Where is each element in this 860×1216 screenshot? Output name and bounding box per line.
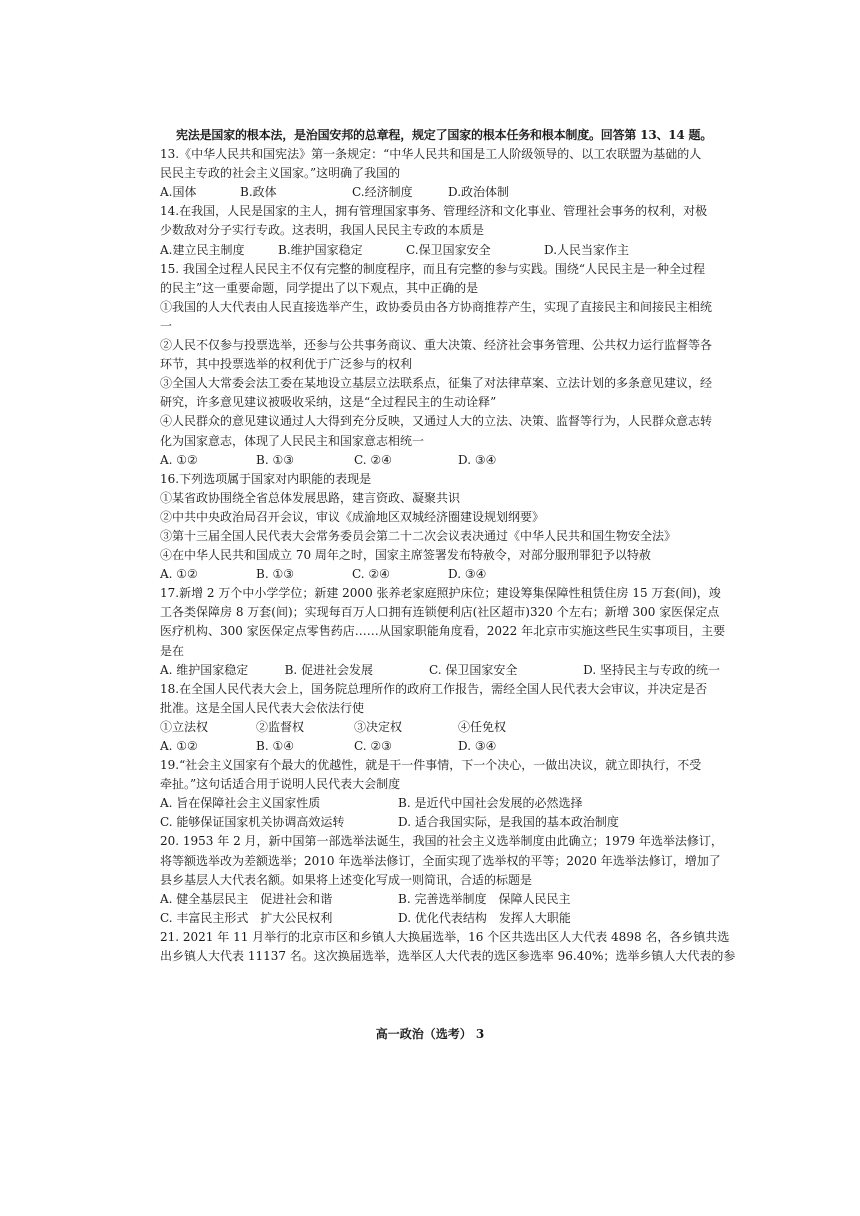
- options-row: [160, 794, 720, 813]
- option-d: D. 坚持民主与专政的统一: [583, 662, 720, 677]
- option-c: C.保卫国家安全: [406, 242, 491, 257]
- statement-3: ③决定权: [354, 719, 403, 734]
- option-c: C.经济制度: [352, 185, 413, 200]
- option-a: A. 健全基层民主 促进社会和谐: [160, 891, 333, 906]
- question-stem-line: 少数敌对分子实行专政。这表明，我国人民民主专政的本质是: [160, 223, 485, 238]
- options-row: [160, 813, 720, 832]
- option-c: C. ②④: [354, 452, 392, 467]
- options-row: [160, 909, 720, 928]
- question-stem-line: 是在: [160, 643, 185, 658]
- option-d: D. ③④: [458, 739, 497, 753]
- question-stem-line: 医疗机构、300 家医保定点零售药店……从国家职能角度看，2022 年北京市实施这些民生实事项目，主要: [160, 624, 726, 639]
- statement-line: ③第十三届全国人民代表大会常务委员会第二十二次会议表决通过《中华人民共和国生物安全法》: [160, 528, 677, 543]
- question-18: [160, 680, 720, 756]
- option-b: B. ①③: [256, 452, 294, 467]
- question-stem-line: 批准。这是全国人民代表大会依法行使: [160, 700, 365, 715]
- statement-2: ②监督权: [256, 719, 305, 734]
- question-stem-line: 13.《中华人民共和国宪法》第一条规定：“中华人民共和国是工人阶级领导的、以工农联盟为基础的人: [160, 147, 702, 162]
- question-21: [160, 928, 736, 966]
- option-b: B.政体: [240, 185, 277, 200]
- option-c: C. 保卫国家安全: [428, 662, 518, 677]
- option-d: D.人民当家作主: [544, 242, 630, 257]
- page-footer: 高一政治（选考） 3: [375, 1027, 485, 1041]
- option-b: B. ①④: [256, 739, 294, 753]
- options-row: [160, 451, 720, 470]
- statement-line: ④人民群众的意见建议通过人大得到充分反映，又通过人大的立法、决策、监督等行为，人民群众意志转: [160, 414, 713, 429]
- option-b: B.维护国家稳定: [278, 242, 363, 257]
- option-d: D.政治体制: [448, 185, 510, 200]
- option-c: C. ②③: [354, 739, 392, 753]
- option-a: A. ①②: [160, 739, 198, 753]
- statement-line: ①我国的人大代表由人民直接选举产生，政协委员由各方协商推荐产生，实现了直接民主和间接民主相统: [160, 299, 713, 314]
- statement-1: ①立法权: [160, 719, 209, 734]
- statement-line: ②人民不仅参与投票选举，还参与公共事务商议、重大决策、经济社会事务管理、公共权力运行监督等各: [160, 338, 713, 353]
- statement-line: ①某省政协围绕全省总体发展思路，建言资政、凝聚共识: [160, 490, 461, 505]
- question-13: [160, 145, 720, 202]
- question-stem-line: 21. 2021 年 11 月举行的北京市区和乡镇人大换届选举，16 个区共选出区人大代表 4898 名，各乡镇共选: [160, 929, 730, 944]
- statement-line: 一: [160, 318, 173, 333]
- statement-line: 化为国家意志，体现了人民民主和国家意志相统一: [160, 433, 425, 448]
- statement-line: 研究，许多意见建议被吸收采纳，这是“全过程民主的生动诠释”: [160, 395, 497, 410]
- page-content: [160, 126, 736, 966]
- option-a: A.建立民主制度: [160, 242, 245, 257]
- statements-row: [160, 718, 720, 737]
- statement-line: ③全国人大常委会法工委在某地设立基层立法联系点，征集了对法律草案、立法计划的多条意见建议，经: [160, 376, 713, 391]
- question-17: [160, 584, 726, 679]
- option-b: B. 完善选举制度 保障人民民主: [398, 891, 571, 906]
- options-row: [160, 737, 720, 756]
- options-row: [160, 565, 720, 584]
- question-stem-line: 工各类保障房 8 万套(间)；实现每百万人口拥有连锁便利店(社区超市)320 个左右；新增 300 家医保定点: [160, 605, 720, 620]
- statement-line: ④在中华人民共和国成立 70 周年之时，国家主席签署发布特赦令，对部分服刑罪犯予以特赦: [160, 548, 651, 563]
- question-stem-line: 民民主专政的社会主义国家。”这明确了我国的: [160, 166, 401, 181]
- statement-line: ②中共中央政治局召开会议，审议《成渝地区双城经济圈建设规划纲要》: [160, 509, 545, 524]
- option-a: A. ①②: [160, 452, 198, 467]
- question-stem-line: 出乡镇人大代表 11137 名。这次换届选举，选举区人大代表的选区参选率 96.40%；选举乡镇人大代表的参: [160, 949, 736, 964]
- option-b: B. ①③: [256, 567, 294, 582]
- option-c: C. 丰富民主形式 扩大公民权利: [160, 910, 333, 925]
- options-row: [160, 890, 720, 909]
- options-row: [160, 241, 720, 260]
- question-stem-line: 将等额选举改为差额选举；2010 年选举法修订，全面实现了选举权的平等；2020 年选举法修订，增加了: [160, 853, 721, 868]
- question-stem-line: 19.“社会主义国家有个最大的优越性，就是干一件事情，下一个决心，一做出决议，就立即执行，不受: [160, 758, 702, 773]
- question-stem-line: 16.下列选项属于国家对内职能的表现是: [160, 471, 372, 486]
- question-stem-line: 20. 1953 年 2 月，新中国第一部选举法诞生，我国的社会主义选举制度由此确立；1979 年选举法修订，: [160, 834, 723, 849]
- option-b: B. 促进社会发展: [284, 662, 374, 677]
- question-stem-line: 15. 我国全过程人民民主不仅有完整的制度程序，而且有完整的参与实践。围绕“人民民主是一种全过程: [160, 261, 706, 276]
- question-stem-line: 县乡基层人大代表名额。如果将上述变化写成一则简讯，合适的标题是: [160, 872, 533, 887]
- option-d: D. 优化代表结构 发挥人大职能: [398, 910, 571, 925]
- option-d: D. ③④: [448, 567, 487, 582]
- option-d: D. 适合我国实际，是我国的基本政治制度: [398, 815, 619, 830]
- option-c: C. ②④: [352, 567, 390, 582]
- question-19: [160, 756, 720, 832]
- options-row: [160, 661, 720, 680]
- question-stem-line: 14.在我国，人民是国家的主人，拥有管理国家事务、管理经济和文化事业、管理社会事务的权利，对极: [160, 204, 708, 219]
- option-d: D. ③④: [458, 452, 497, 467]
- option-a: A. 旨在保障社会主义国家性质: [160, 796, 321, 811]
- option-a: A. 维护国家稳定: [160, 662, 249, 677]
- question-stem-line: 17.新增 2 万个中小学学位；新建 2000 张养老家庭照护床位；建设筹集保障性租赁住房 15 万套(间)，竣: [160, 586, 721, 601]
- option-a: A.国体: [160, 185, 197, 200]
- question-stem-line: 18.在全国人民代表大会上，国务院总理所作的政府工作报告，需经全国人民代表大会审议，并决定是否: [160, 681, 708, 696]
- statement-line: 环节，其中投票选举的权利优于广泛参与的权利: [160, 357, 413, 372]
- options-row: [160, 183, 720, 202]
- question-stem-line: 的民主”这一重要命题，同学提出了以下观点，其中正确的是: [160, 280, 479, 295]
- question-15: [160, 260, 720, 470]
- question-16: [160, 470, 720, 585]
- option-a: A. ①②: [160, 567, 198, 582]
- question-14: [160, 202, 720, 259]
- option-c: C. 能够保证国家机关协调高效运转: [160, 815, 345, 830]
- statement-4: ④任免权: [458, 719, 507, 734]
- section-intro: 宪法是国家的根本法，是治国安邦的总章程，规定了国家的根本任务和根本制度。回答第 13、14 题。: [176, 128, 713, 142]
- option-b: B. 是近代中国社会发展的必然选择: [398, 796, 583, 811]
- question-stem-line: 牵扯。”这句话适合用于说明人民代表大会制度: [160, 777, 401, 792]
- question-20: [160, 832, 723, 927]
